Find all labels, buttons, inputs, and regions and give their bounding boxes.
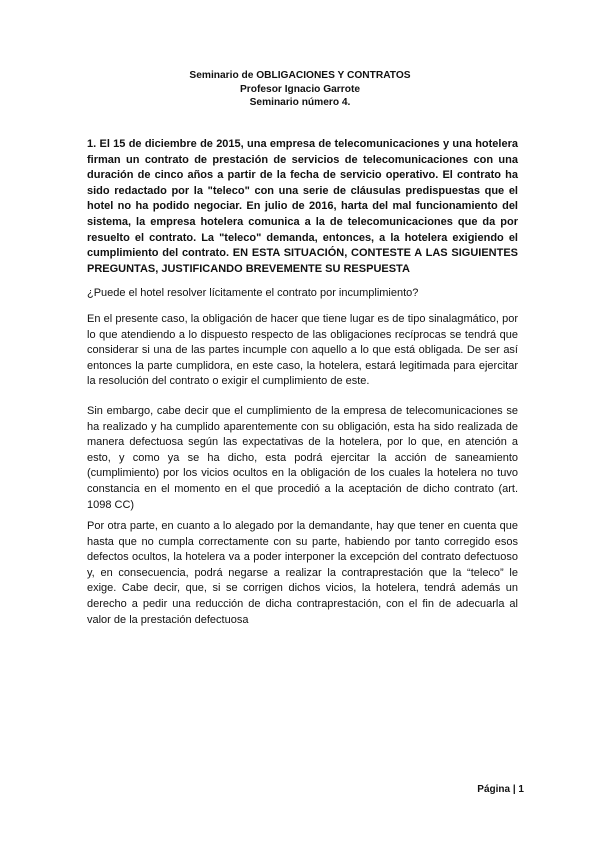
answer-paragraph-1: En el presente caso, la obligación de hacer que tiene lugar es de tipo sinalagmático, por lo que atendiendo a lo dispuesto respecto de las obligaciones recíprocas se tendrá que considerar si una de las partes incumple con aquello a lo que está obligada. De ser así entonces la parte cumplidora, en este caso, la hotelera, estará legitimada para ejercitar la resolución del contrato o exigir el cumplimiento de este.: [87, 313, 518, 388]
professor-name: Profesor Ignacio Garrote: [239, 83, 361, 95]
answer-paragraph-3: Por otra parte, en cuanto a lo alegado por la demandante, hay que tener en cuenta que hasta que no cumpla correctamente con su parte, habiendo por tanto corregido esos defectos ocultos, la hotelera va a poder interponer la excepción del contrato defectuoso y, en consecuencia, podrá negarse a realizar la contraprestación que la “teleco” le exige. Cabe decir, que, si se corrigen dichos vicios, la hotelera, tendrá además un derecho a pedir una reducción de dicha contraprestación, con el fin de adecuarla al valor de la prestación defectuosa: [87, 520, 518, 626]
case-statement: [87, 137, 518, 277]
document-header: [0, 69, 600, 110]
question-text: ¿Puede el hotel resolver lícitamente el contrato por incumplimiento?: [87, 287, 419, 299]
case-number: 1.: [87, 138, 97, 150]
answer-paragraph-2: Sin embargo, cabe decir que el cumplimiento de la empresa de telecomunicaciones se ha realizado y ha cumplido aparentemente con su obligación, esta ha sido realizada de manera defectuosa según las expectativas de la hotelera, por lo que, en atención a esto, y como ya se ha dicho, esta podrá ejercitar la acción de saneamiento (cumplimiento) por los vicios ocultos en la obligación de los cuales la hotelera no tuvo constancia en el momento en el que procedió a la aceptación de dicho contrato (art. 1098 CC): [87, 405, 518, 511]
case-text: El 15 de diciembre de 2015, una empresa de telecomunicaciones y una hotelera firman un contrato de prestación de servicios de telecomunicaciones con una duración de cinco años a partir de la fecha de servicio operativo. El contrato ha sido redactado por la "teleco" con una serie de cláusulas predispuestas que el hotel no ha podido negociar. En julio de 2016, harta del mal funcionamiento del sistema, la empresa hotelera comunica a la de telecomunicaciones que da por resuelto el contrato. La "teleco" demanda, entonces, a la hotelera exigiendo el cumplimiento del contrato. EN ESTA SITUACIÓN, CONTESTE A LAS SIGUIENTES PREGUNTAS, JUSTIFICANDO BREVEMENTE SU RESPUESTA: [87, 138, 518, 275]
seminar-title: Seminario de OBLIGACIONES Y CONTRATOS: [189, 70, 411, 81]
seminar-number: Seminario número 4.: [249, 97, 351, 109]
page-number: Página | 1: [477, 784, 524, 795]
